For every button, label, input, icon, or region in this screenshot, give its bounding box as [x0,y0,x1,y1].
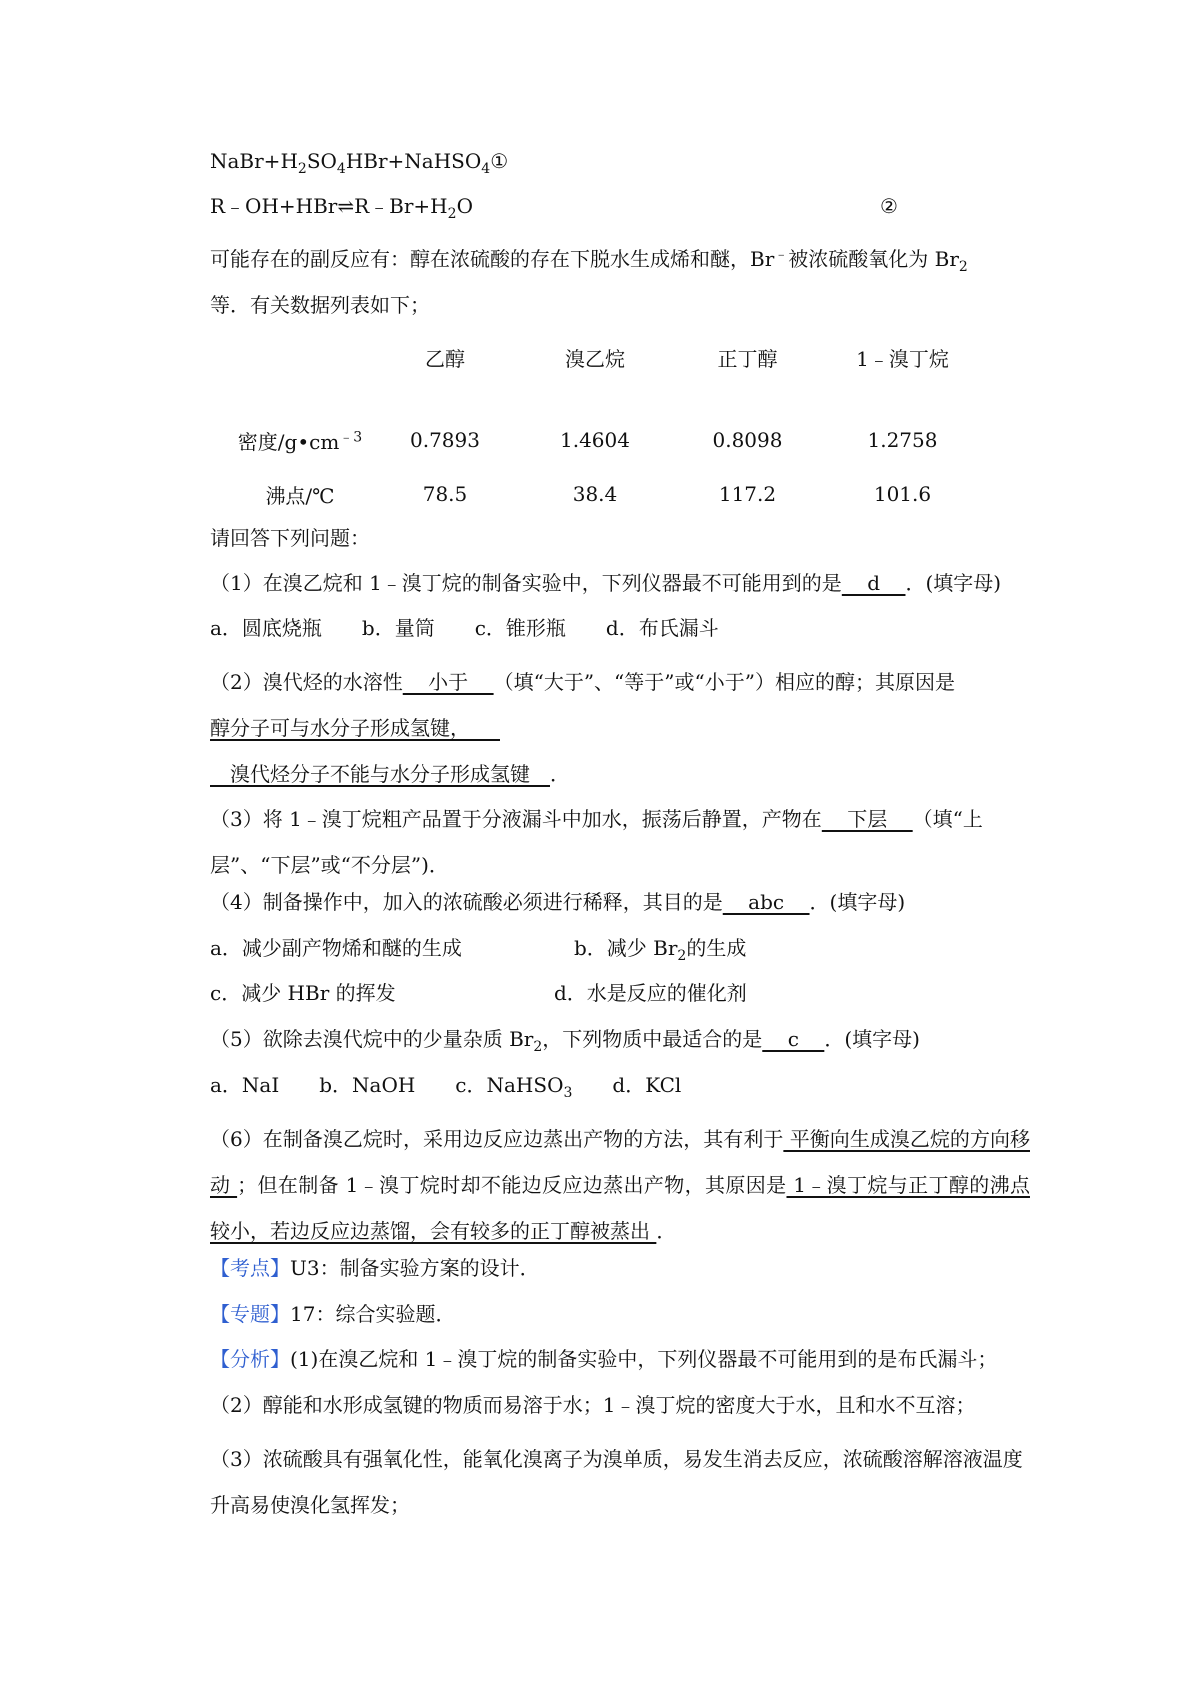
question-4-option-d: d．水是反应的催化剂 [554,981,747,1005]
reaction-1: $NaBr+H_2SO_4HBr+NaHSO_4①$ [210,149,509,177]
answer-blank: c [762,1027,825,1051]
properties-table [230,333,980,521]
table-header-cell: 正丁醇 [717,347,778,371]
answer-blank: 1﹣溴丁烷与正丁醇的沸点较小，若边反应边蒸馏，会有较多的正丁醇被蒸出 [210,1173,1030,1243]
question-4-option-b: b．减少 $Br_2$的生成 [574,936,747,964]
question-5-options: a．NaI b．NaOH c．NaHSO$_3$ d．KCl [210,1073,682,1101]
reaction-2-mark: ② [880,194,898,218]
table-cell: 1.4604 [560,428,630,452]
question-3: （3）将 1﹣溴丁烷粗产品置于分液漏斗中加水，振荡后静置，产物在 下层 （填“上层”、“下层”或“不分层”)． [210,807,983,877]
fenxi-line-2: （2）醇能和水形成氢键的物质而易溶于水；1﹣溴丁烷的密度大于水，且和水不互溶； [210,1393,976,1417]
table-header-row [230,333,980,413]
table-cell: 0.8098 [712,428,783,452]
answer-blank: 溴代烃分子不能与水分子形成氢键 [210,762,550,786]
table-header-cell: 1﹣溴丁烷 [856,347,949,371]
answer-blank: 醇分子可与水分子形成氢键， [210,716,500,740]
boiling-label: 沸点/℃ [265,483,335,508]
question-4-option-c: c．减少 HBr 的挥发 [210,981,396,1005]
question-1: （1）在溴乙烷和 1﹣溴丁烷的制备实验中，下列仪器最不可能用到的是 d ．(填字母) [210,571,1002,595]
fenxi-line: 【分析】(1)在溴乙烷和 1﹣溴丁烷的制备实验中，下列仪器最不可能用到的是布氏漏斗； [210,1347,998,1371]
side-reaction-paragraph: 可能存在的副反应有：醇在浓硫酸的存在下脱水生成烯和醚，Br﹣被浓硫酸氧化为 $Br_2$ 等．有关数据列表如下； [210,246,968,317]
table-row-boiling [230,467,980,521]
table-cell: 38.4 [572,482,618,506]
fenxi-tag: 【分析】 [210,1347,290,1371]
table-cell: 117.2 [718,482,777,506]
table-header-cell [230,333,370,413]
answer-blank: abc [722,890,810,914]
intro-text: 请回答下列问题： [210,526,370,550]
table-cell: 1.2758 [867,428,938,452]
answer-blank: 小于 [402,670,494,694]
density-label: 密度$/g•cm^{﹣3}$ [237,428,363,454]
answer-blank: 下层 [821,807,913,831]
question-5: （5）欲除去溴代烷中的少量杂质 $Br_2$，下列物质中最适合的是 c ．(填字母) [210,1027,920,1055]
table-cell: 101.6 [873,482,932,506]
kaodian-line: 【考点】U3：制备实验方案的设计． [210,1256,540,1280]
table-header-cell: 溴乙烷 [565,347,625,371]
question-1-options: a．圆底烧瓶 b．量筒 c．锥形瓶 d．布氏漏斗 [210,616,719,640]
kaodian-tag: 【考点】 [210,1256,290,1280]
table-cell: 78.5 [422,482,468,506]
reaction-2: $R﹣OH+HBr\rightleftharpoons R﹣Br+H_2O$ ② [210,194,898,222]
table-row-density [230,413,980,467]
zhuanti-tag: 【专题】 [210,1302,290,1326]
question-6: （6）在制备溴乙烷时，采用边反应边蒸出产物的方法，其有利于 平衡向生成溴乙烷的方向移动 ；但在制备 1﹣溴丁烷时却不能边反应边蒸出产物，其原因是 1﹣溴丁烷与正丁醇的沸点较小，若边反应边蒸馏，会有较多的正丁醇被蒸出 ． [210,1127,1030,1243]
zhuanti-line: 【专题】17：综合实验题． [210,1302,456,1326]
answer-blank: 平衡向生成溴乙烷的方向移动 [210,1127,1030,1197]
answer-blank: d [841,571,906,595]
fenxi-line-3: （3）浓硫酸具有强氧化性，能氧化溴离子为溴单质，易发生消去反应，浓硫酸溶解溶液温度升高易使溴化氢挥发； [210,1447,1023,1517]
question-2: （2）溴代烃的水溶性 小于 （填“大于”、“等于”或“小于”）相应的醇；其原因是 醇分子可与水分子形成氢键， 溴代烃分子不能与水分子形成氢键 ． [210,670,955,786]
question-4: （4）制备操作中，加入的浓硫酸必须进行稀释，其目的是 abc ．(填字母) [210,890,906,914]
table-header-cell: 乙醇 [425,347,465,371]
table-cell: 0.7893 [410,428,480,452]
question-4-option-a: a．减少副产物烯和醚的生成 [210,936,462,960]
